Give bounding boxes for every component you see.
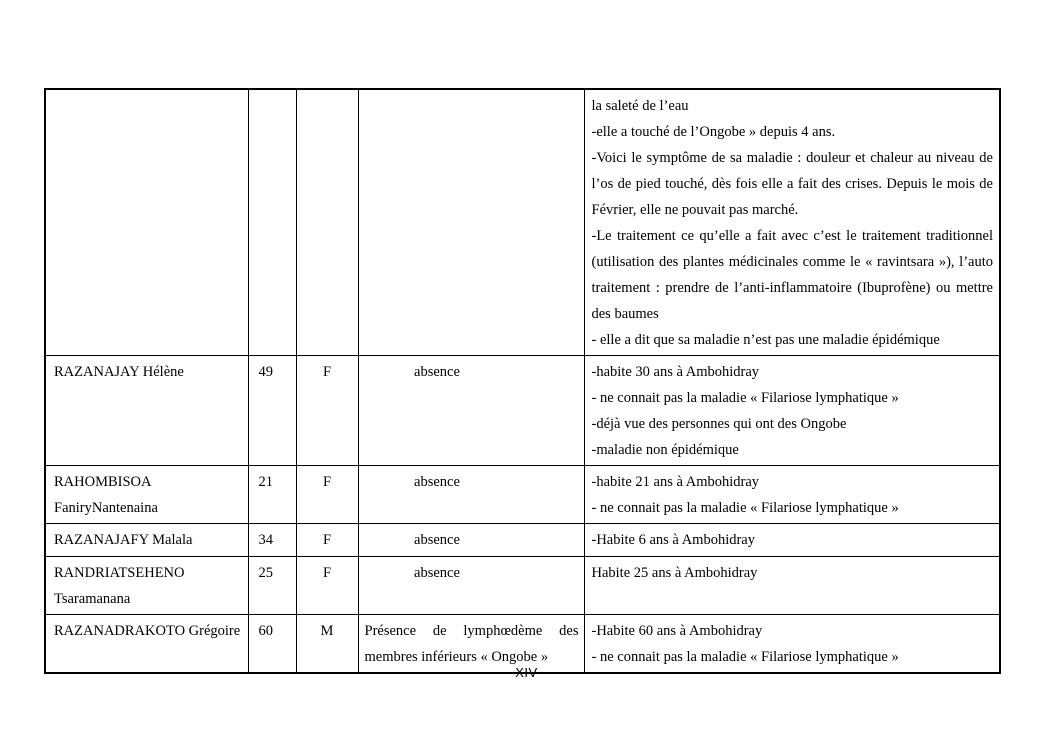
note-line: -habite 30 ans à Ambohidray [591, 364, 760, 380]
note-line: - elle a dit que sa maladie n’est pas une maladie épidémique [591, 332, 940, 348]
notes-cell [584, 356, 1000, 466]
sex-cell: F [296, 557, 358, 615]
notes-cell [584, 524, 1000, 557]
table-row [45, 466, 1000, 524]
note-line: -Habite 6 ans à Ambohidray [591, 532, 755, 548]
note-line: - ne connait pas la maladie « Filariose lymphatique » [591, 500, 899, 516]
note-line: -Habite 60 ans à Ambohidray [591, 623, 763, 639]
presence-cell: absence [358, 356, 584, 466]
table-row [45, 524, 1000, 557]
age-cell: 34 [248, 524, 296, 557]
note-line: - ne connait pas la maladie « Filariose lymphatique » [591, 390, 899, 406]
sex-cell: F [296, 524, 358, 557]
note-line: - ne connait pas la maladie « Filariose lymphatique » [591, 649, 899, 665]
note-line: la saleté de l’eau [591, 98, 689, 114]
name-cell: RAZANAJAY Hélène [45, 356, 248, 466]
age-cell: 25 [248, 557, 296, 615]
notes-cell [584, 89, 1000, 356]
sex-cell [296, 89, 358, 356]
notes-cell [584, 466, 1000, 524]
age-cell: 21 [248, 466, 296, 524]
note-line: -elle a touché de l’Ongobe » depuis 4 ans. [591, 124, 836, 140]
note-line: -déjà vue des personnes qui ont des Ongobe [591, 416, 847, 432]
presence-text: Présence de lymphœdème des membres inférieurs « Ongobe » [364, 623, 579, 665]
notes-cell [584, 557, 1000, 615]
sex-cell: M [296, 615, 358, 674]
name-cell [45, 89, 248, 356]
age-cell: 49 [248, 356, 296, 466]
name-cell: RAZANAJAFY Malala [45, 524, 248, 557]
presence-cell [358, 89, 584, 356]
sex-cell: F [296, 466, 358, 524]
name-cell: RAHOMBISOA FaniryNantenaina [45, 466, 248, 524]
note-line: -maladie non épidémique [591, 442, 739, 458]
presence-cell: absence [358, 524, 584, 557]
age-cell: 60 [248, 615, 296, 674]
table-row [45, 557, 1000, 615]
table-row [45, 356, 1000, 466]
name-cell: RANDRIATSEHENO Tsaramanana [45, 557, 248, 615]
note-line: -Voici le symptôme de sa maladie : douleur et chaleur au niveau de l’os de pied touché, dès fois elle a fait des crises. Depuis le mois de Février, elle ne pouvait pas marché. [591, 150, 993, 218]
page-number: XIV [515, 665, 538, 680]
name-cell: RAZANADRAKOTO Grégoire [45, 615, 248, 674]
sex-cell: F [296, 356, 358, 466]
age-cell [248, 89, 296, 356]
presence-cell: absence [358, 557, 584, 615]
note-line: -habite 21 ans à Ambohidray [591, 474, 760, 490]
table-row [45, 89, 1000, 356]
presence-cell: absence [358, 466, 584, 524]
respondents-table [44, 88, 1001, 674]
note-line: Habite 25 ans à Ambohidray [591, 565, 758, 581]
note-line: -Le traitement ce qu’elle a fait avec c’est le traitement traditionnel (utilisation des plantes médicinales comme le « ravintsara »), l’auto traitement : prendre de l’anti-inflammatoire (Ibuprofène) ou mettre des baumes [591, 228, 993, 322]
